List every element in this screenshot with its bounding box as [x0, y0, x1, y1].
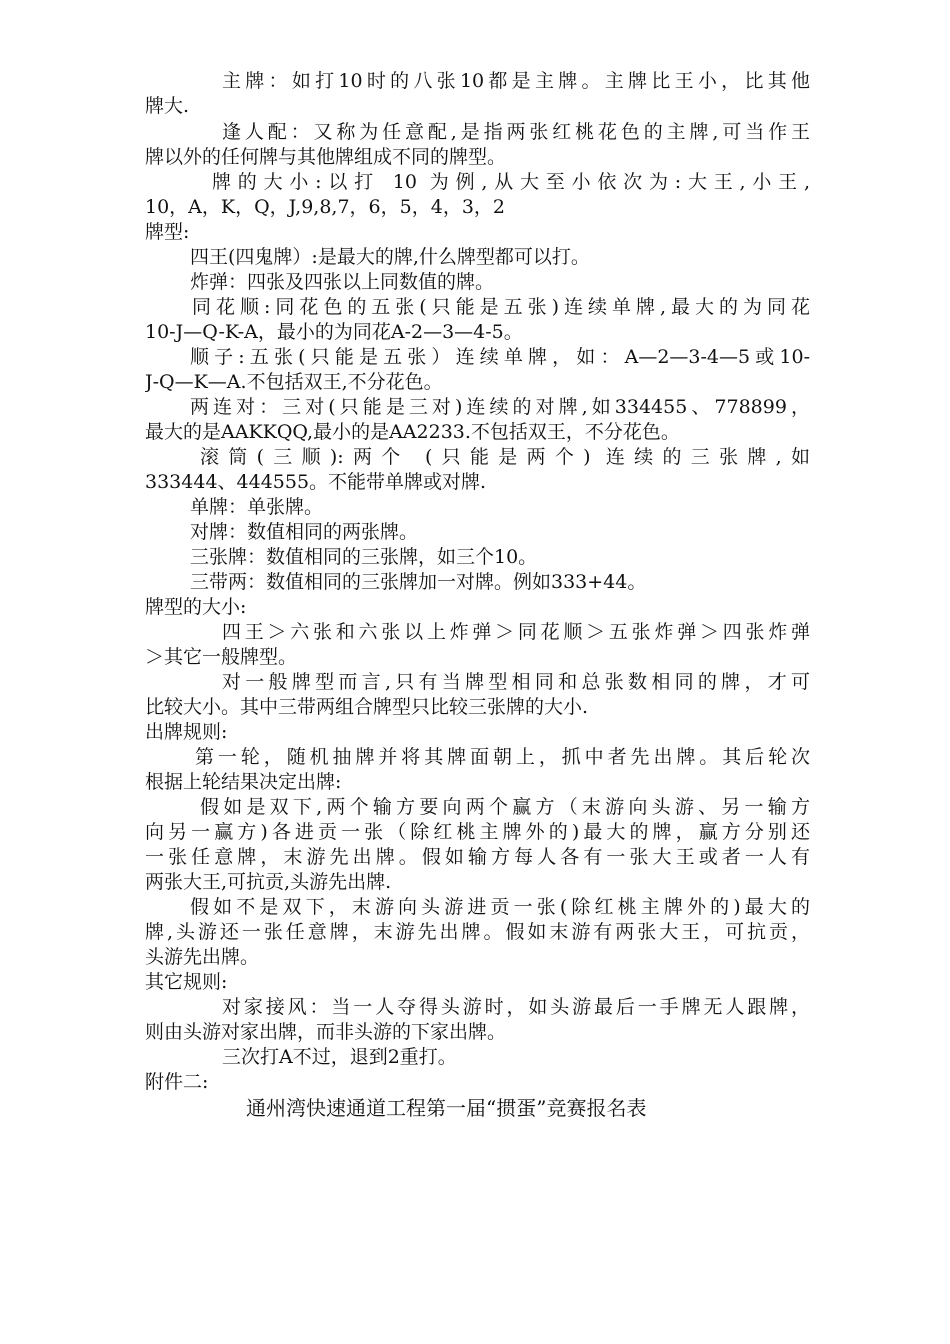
text-line-16: 滚筒(三顺):两个 (只能是两个) 连续的三张牌,如	[200, 446, 810, 468]
text-line-15: 最大的是AAKKQQ,最小的是AA2233.不包括双王，不分花色。	[145, 421, 680, 443]
section-heading-play-rules: 出牌规则:	[145, 721, 228, 743]
text-line-19: 对牌：数值相同的两张牌。	[190, 521, 419, 543]
text-line-8: 四王(四鬼牌）:是最大的牌,什么牌型都可以打。	[190, 246, 590, 268]
text-line-32: 一张任意牌，末游先出牌。假如输方每人各有一张大王或者一人有	[145, 846, 810, 868]
text-line-23: 四王＞六张和六张以上炸弹＞同花顺＞五张炸弹＞四张炸弹	[222, 621, 810, 643]
text-line-6: 10，A，K，Q，J,9,8,7，6，5，4，3，2	[145, 196, 505, 218]
text-line-35: 牌,头游还一张任意牌，末游先出牌。假如末游有两张大王，可抗贡，	[145, 921, 810, 943]
text-line-17: 333444、444555。不能带单牌或对牌.	[145, 471, 487, 493]
text-line-30: 假如是双下,两个输方要向两个赢方（末游向头游、另一输方	[200, 796, 810, 818]
text-line-2: 牌大.	[145, 95, 190, 117]
text-line-13: J-Q—K—A.不包括双王,不分花色。	[145, 371, 443, 393]
section-heading-other-rules: 其它规则:	[145, 971, 228, 993]
text-line-18: 单牌：单张牌。	[190, 496, 324, 518]
text-line-39: 则由头游对家出牌，而非头游的下家出牌。	[145, 1021, 507, 1043]
text-line-33: 两张大王,可抗贡,头游先出牌.	[145, 871, 392, 893]
text-line-34: 假如不是双下，末游向头游进贡一张(除红桃主牌外的)最大的	[190, 896, 810, 918]
text-line-5: 牌的大小:以打 10 为例,从大至小依次为:大王,小王,	[212, 171, 810, 193]
text-line-24: ＞其它一般牌型。	[145, 646, 298, 668]
text-line-21: 三带两：数值相同的三张牌加一对牌。例如333+44。	[190, 571, 647, 593]
text-line-25: 对一般牌型而言,只有当牌型相同和总张数相同的牌，才可	[222, 671, 810, 693]
text-line-36: 头游先出牌。	[145, 946, 260, 968]
text-line-3: 逢人配：又称为任意配,是指两张红桃花色的主牌,可当作王	[222, 121, 810, 143]
text-line-20: 三张牌：数值相同的三张牌，如三个10。	[190, 546, 538, 568]
text-line-1: 主牌：如打10时的八张10都是主牌。主牌比王小，比其他	[222, 70, 810, 92]
attachment-label: 附件二:	[145, 1071, 209, 1093]
text-line-29: 根据上轮结果决定出牌:	[145, 771, 342, 793]
section-heading-card-types: 牌型:	[145, 221, 190, 243]
text-line-12: 顺子:五张(只能是五张）连续单牌，如：A—2—3-4—5或10-	[190, 346, 810, 368]
text-line-38: 对家接风：当一人夺得头游时，如头游最后一手牌无人跟牌，	[222, 996, 810, 1018]
section-heading-type-ranking: 牌型的大小:	[145, 596, 247, 618]
text-line-40: 三次打A不过，退到2重打。	[222, 1046, 457, 1068]
text-line-11: 10-J—Q-K-A，最小的为同花A-2—3—4-5。	[145, 321, 523, 343]
text-line-26: 比较大小。其中三带两组合牌型只比较三张牌的大小.	[145, 696, 589, 718]
text-line-10: 同花顺:同花色的五张(只能是五张)连续单牌,最大的为同花	[192, 296, 810, 318]
text-line-14: 两连对：三对(只能是三对)连续的对牌,如334455、778899，	[190, 396, 810, 418]
form-title: 通州湾快速通道工程第一届“掼蛋”竞赛报名表	[246, 1096, 647, 1120]
text-line-4: 牌以外的任何牌与其他牌组成不同的牌型。	[145, 146, 507, 168]
text-line-9: 炸弹：四张及四张以上同数值的牌。	[190, 271, 495, 293]
text-line-31: 向另一赢方)各进贡一张（除红桃主牌外的)最大的牌，赢方分别还	[145, 821, 810, 843]
text-line-28: 第一轮，随机抽牌并将其牌面朝上，抓中者先出牌。其后轮次	[195, 746, 810, 768]
